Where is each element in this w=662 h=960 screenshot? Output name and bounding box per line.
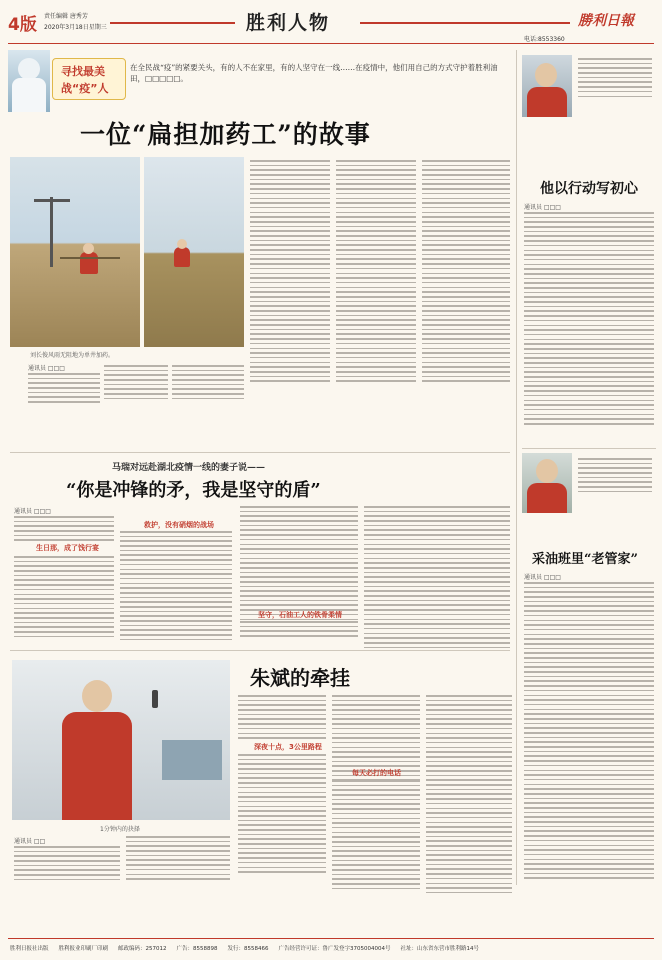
lead-headline: 一位“扁担加药工”的故事 (80, 120, 371, 149)
profile-mid-headline: 采油班里“老管家” (532, 552, 638, 567)
mid-sub3: 坚守，石油工人的铁骨柔情 (258, 611, 342, 619)
footer-item: 广告：8558898 (176, 946, 218, 952)
footer-rule (8, 938, 654, 939)
profile-top-body (524, 212, 654, 428)
section-title: 胜利人物 (246, 12, 331, 34)
profile-mid-portrait (522, 453, 572, 513)
lead-photo-caption: 刘长俊风雨无阻地为单井加药。 (30, 352, 115, 359)
mid-col1 (14, 556, 114, 640)
bottom-byline: 通讯员 □□ (14, 838, 46, 845)
mid-col3b (240, 621, 358, 640)
profile-mid-quote (578, 458, 652, 496)
profile-mid-byline: 通讯员 □□□ (524, 574, 561, 581)
footer-item: 社址：山东省东营市胜利路14号 (400, 946, 480, 952)
bottom-col3b (238, 754, 326, 876)
bottom-sub1: 深夜十点，3公里路程 (254, 743, 322, 751)
lead-photo (10, 157, 140, 347)
lead-body-col1 (28, 373, 100, 406)
mid-col2 (120, 531, 232, 644)
lead-body-col2 (104, 365, 168, 403)
lead-byline: 通讯员 □□□ (28, 365, 65, 372)
mid-headline: “你是冲锋的矛，我是坚守的盾” (66, 480, 321, 501)
bottom-col3 (238, 695, 326, 742)
banner-intro: 在全民战“疫”的紧要关头，有的人不在家里，有的人坚守在一线……在疫情中，他们用自己的方式守护着胜利油田，□□□□□。 (130, 63, 498, 83)
footer-item: 发行：8558466 (227, 946, 269, 952)
phone-number: 电话:8553360 (524, 36, 565, 43)
mid-story-top-rule (10, 452, 510, 453)
mid-col4 (364, 506, 510, 651)
profile-top-quote (578, 58, 652, 100)
footer-item: 邮政编码：257012 (118, 946, 167, 952)
mid-sub1: 生日那，成了饯行宴 (36, 544, 99, 552)
bottom-col4b (332, 780, 420, 893)
page-number: 4版 (8, 15, 37, 35)
editor-line: 责任编辑 唐秀芳 (44, 13, 88, 20)
masthead-rule-right (360, 22, 570, 24)
masthead-rule-left (110, 22, 235, 24)
profile-top-byline: 通讯员 □□□ (524, 204, 561, 211)
lead-body-col4 (250, 160, 330, 385)
bottom-story-top-rule (10, 650, 510, 651)
bottom-sub2: 每天必打的电话 (352, 769, 401, 777)
badge-line1: 寻找最美 (61, 65, 105, 78)
mid-intro (14, 516, 114, 544)
lead-body-col3 (172, 365, 244, 403)
paper-logo: 勝利日報 (578, 13, 634, 29)
bottom-photo-caption: 1分钟内的抉择 (100, 826, 140, 833)
mid-kicker: 马瑞对远赴湖北疫情一线的妻子说—— (112, 463, 266, 473)
bottom-photo (12, 660, 230, 820)
bottom-col5 (426, 695, 512, 897)
profile-mid-body (524, 582, 654, 882)
right-col-divider (522, 448, 656, 449)
lead-body-col6 (422, 160, 510, 385)
footer (10, 944, 656, 952)
lead-body-col5 (336, 160, 416, 385)
profile-top-headline: 他以行动写初心 (540, 181, 638, 197)
banner-photo-medic (8, 50, 50, 112)
bottom-col2 (126, 836, 230, 883)
lead-photo-2 (144, 157, 244, 347)
bottom-headline: 朱斌的牵挂 (250, 666, 350, 690)
footer-item: 胜利日报社出版 (10, 946, 49, 952)
column-divider (516, 50, 517, 885)
mid-byline: 通讯员 □□□ (14, 508, 51, 515)
banner-badge (52, 58, 126, 100)
mid-sub2: 救护，没有硝烟的战场 (144, 521, 214, 529)
bottom-col1 (14, 846, 120, 884)
badge-line2: 战“疫”人 (61, 82, 109, 95)
date-line: 2020年3月18日星期三 (44, 24, 107, 31)
profile-top-portrait (522, 55, 572, 117)
mid-col3 (240, 506, 358, 623)
footer-item: 胜利报业印刷厂印刷 (58, 946, 109, 952)
masthead-bottom-rule (8, 43, 654, 44)
footer-item: 广告经营许可证：鲁广发登字3705004004号 (278, 946, 391, 952)
